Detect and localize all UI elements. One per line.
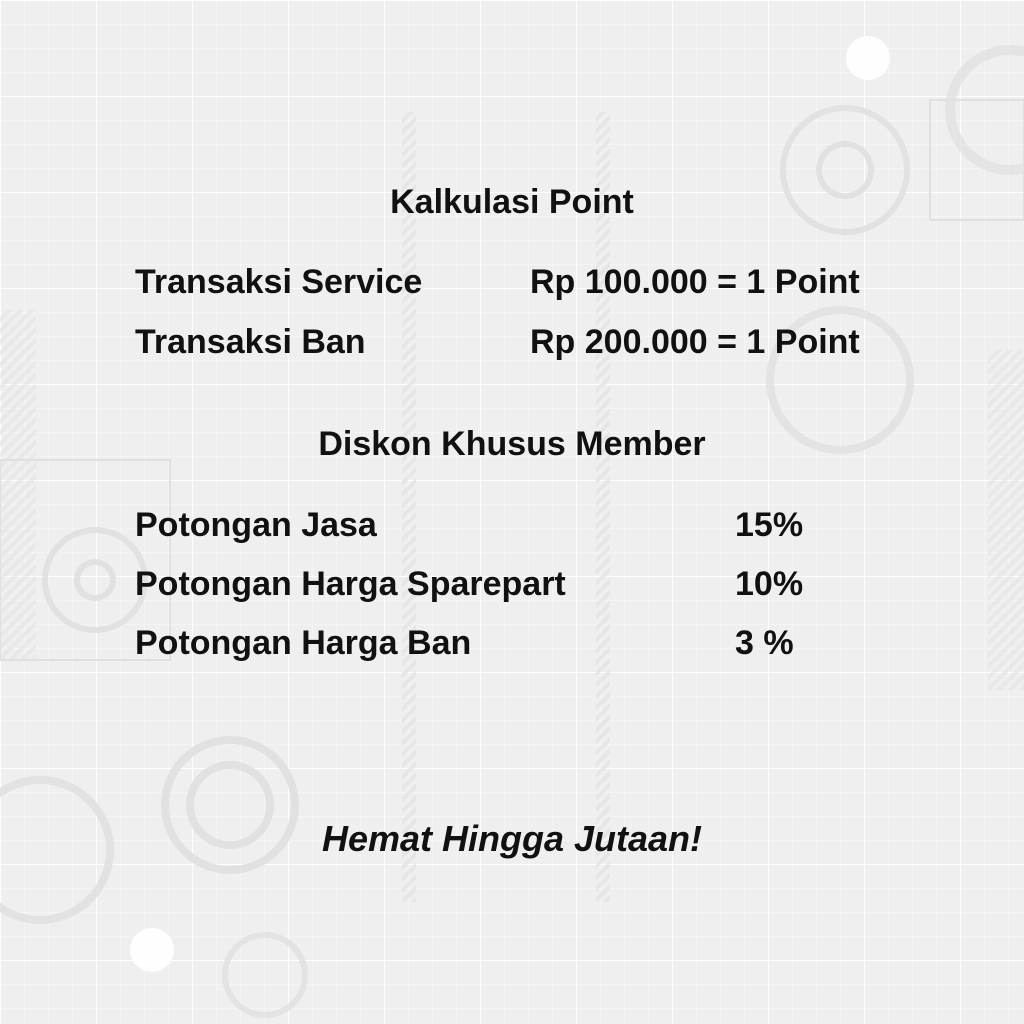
discount-row-label: Potongan Jasa: [135, 506, 377, 544]
tagline: Hemat Hingga Jutaan!: [321, 818, 703, 859]
discount-row-label: Potongan Harga Ban: [135, 624, 472, 662]
point-section-title: Kalkulasi Point: [390, 183, 634, 221]
discount-row-value: 15%: [735, 506, 804, 544]
point-row-label: Transaksi Ban: [135, 323, 366, 361]
discount-row-label: Potongan Harga Sparepart: [135, 565, 566, 603]
discount-row-value: 10%: [735, 565, 804, 603]
point-row-value: Rp 200.000 = 1 Point: [530, 323, 860, 361]
discount-section-title: Diskon Khusus Member: [318, 425, 706, 463]
discount-row-value: 3 %: [735, 624, 794, 662]
point-row-label: Transaksi Service: [135, 263, 423, 301]
point-row-value: Rp 100.000 = 1 Point: [530, 263, 860, 301]
